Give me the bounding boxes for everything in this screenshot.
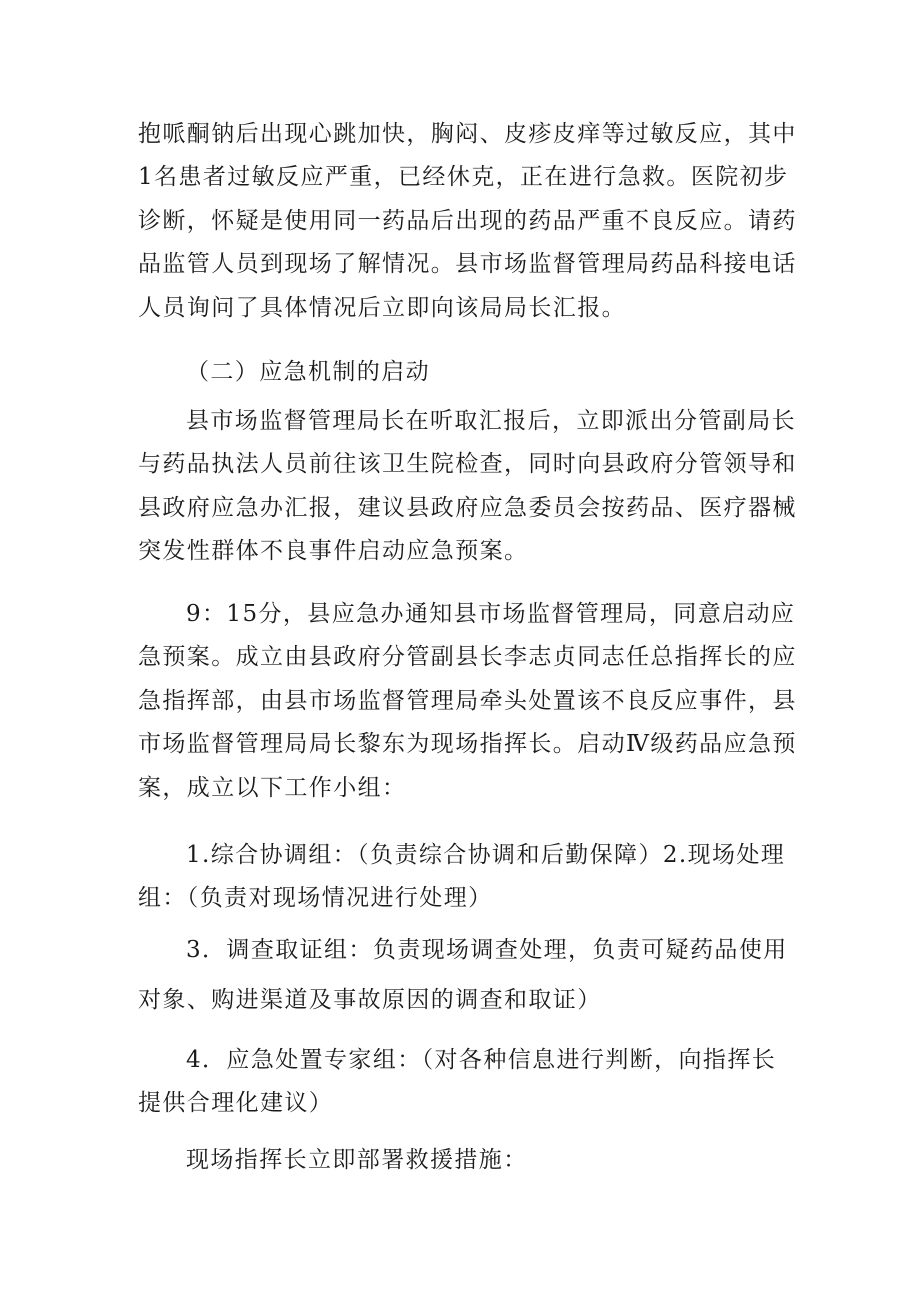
- body-paragraph-2: 县市场监督管理局长在听取汇报后，立即派出分管副局长与药品执法人员前往该卫生院检查，同时向县政府分管领导和县政府应急办汇报，建议县政府应急委员会按药品、医疗器械突发性群体不良事件启动应急预案。: [138, 408, 797, 565]
- body-paragraph-6: 4．应急处置专家组：（对各种信息进行判断，向指挥长提供合理化建议）: [138, 1047, 777, 1117]
- section-heading-2: （二）应急机制的启动: [186, 359, 430, 385]
- body-paragraph-5-line-2: 对象、购进渠道及事故原因的调查和取证）: [138, 987, 602, 1013]
- body-paragraph-7: 现场指挥长立即部署救援措施：: [186, 1147, 528, 1173]
- body-paragraph-5-line-1: 3．调查取证组：负责现场调查处理，负责可疑药品使用: [186, 937, 788, 963]
- body-paragraph-3: 9：15分，县应急办通知县市场监督管理局，同意启动应急预案。成立由县政府分管副县长李志贞同志任总指挥长的应急指挥部，由县市场监督管理局牵头处置该不良反应事件，县市场监督管理局局长黎东为现场指挥长。启动Ⅳ级药品应急预案，成立以下工作小组：: [138, 601, 797, 801]
- body-paragraph-1: 抱哌酮钠后出现心跳加快，胸闷、皮疹皮痒等过敏反应，其中1名患者过敏反应严重，已经休克，正在进行急救。医院初步诊断，怀疑是使用同一药品后出现的药品严重不良反应。请药品监管人员到现场了解情况。县市场监督管理局药品科接电话人员询问了具体情况后立即向该局局长汇报。: [138, 121, 797, 321]
- body-paragraph-4: 1.综合协调组：（负责综合协调和后勤保障）2.现场处理组：（负责对现场情况进行处理）: [138, 842, 786, 912]
